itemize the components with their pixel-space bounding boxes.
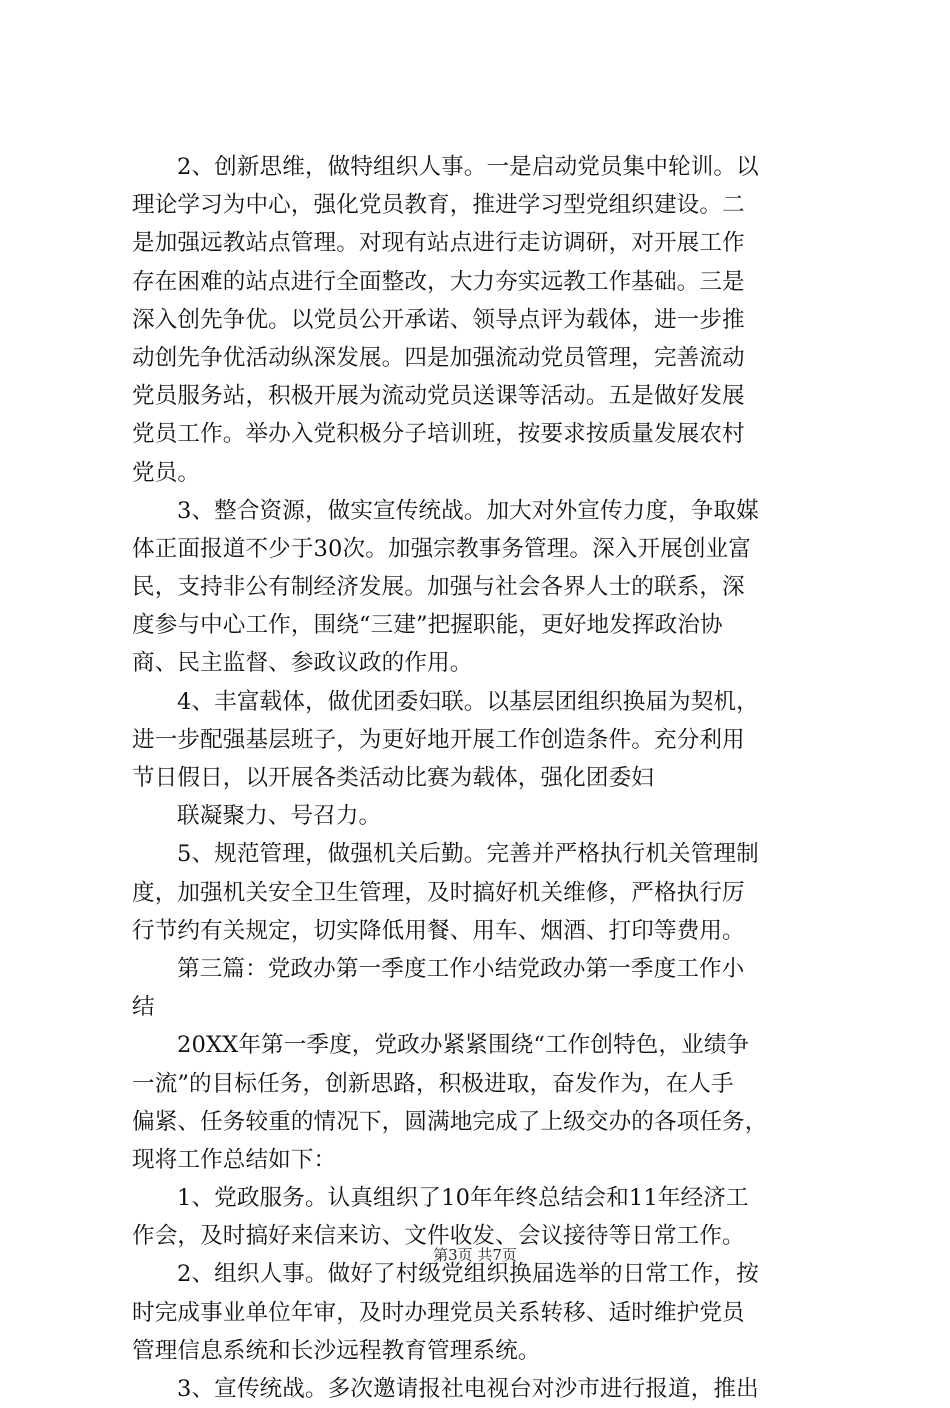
- text-line: 民，支持非公有制经济发展。加强与社会各界人士的联系，深: [132, 574, 745, 601]
- text-line: 党员服务站，积极开展为流动党员送课等活动。五是做好发展: [132, 383, 745, 410]
- page-footer: 第3页 共7页: [433, 1246, 517, 1264]
- text-line: 时完成事业单位年审，及时办理党员关系转移、适时维护党员: [132, 1299, 745, 1326]
- text-line: 是加强远教站点管理。对现有站点进行走访调研，对开展工作: [132, 230, 745, 257]
- text-line: 20XX年第一季度，党政办紧紧围绕“工作创特色，业绩争: [177, 1032, 750, 1059]
- text-line: 3、整合资源，做实宣传统战。加大对外宣传力度，争取媒: [177, 497, 759, 524]
- text-line: 一流”的目标任务，创新思路，积极进取，奋发作为，在人手: [132, 1070, 734, 1097]
- text-line: 党员工作。举办入党积极分子培训班，按要求按质量发展农村: [132, 421, 745, 448]
- text-line: 度，加强机关安全卫生管理，及时搞好机关维修，严格执行厉: [132, 879, 745, 906]
- text-line: 深入创先争优。以党员公开承诺、领导点评为载体，进一步推: [132, 306, 745, 333]
- text-line: 体正面报道不少于30次。加强宗教事务管理。深入开展创业富: [132, 535, 751, 562]
- text-line: 3、宣传统战。多次邀请报社电视台对沙市进行报道，推出: [177, 1376, 759, 1402]
- text-line: 4、丰富载体，做优团委妇联。以基层团组织换届为契机，: [177, 688, 759, 715]
- text-line: 偏紧、任务较重的情况下，圆满地完成了上级交办的各项任务，: [132, 1108, 768, 1135]
- document-body: [132, 148, 832, 1408]
- text-line: 商、民主监督、参政议政的作用。: [132, 650, 473, 677]
- text-line: 2、创新思维，做特组织人事。一是启动党员集中轮训。以: [177, 154, 759, 180]
- text-line: 1、党政服务。认真组织了10年年终总结会和11年经济工: [177, 1185, 749, 1212]
- text-line: 动创先争优活动纵深发展。四是加强流动党员管理，完善流动: [132, 344, 745, 371]
- text-line: 理论学习为中心，强化党员教育，推进学习型党组织建设。二: [132, 192, 745, 219]
- text-line: 度参与中心工作，围绕“三建”把握职能，更好地发挥政治协: [132, 612, 723, 639]
- text-line: 现将工作总结如下：: [132, 1146, 337, 1173]
- text-line: 存在困难的站点进行全面整改，大力夯实远教工作基础。三是: [132, 268, 745, 295]
- text-line: 进一步配强基层班子，为更好地开展工作创造条件。充分利用: [132, 726, 745, 753]
- text-line: 5、规范管理，做强机关后勤。完善并严格执行机关管理制: [177, 841, 759, 868]
- text-line: 作会，及时搞好来信来访、文件收发、会议接待等日常工作。: [132, 1223, 745, 1250]
- text-line: 行节约有关规定，切实降低用餐、用车、烟酒、打印等费用。: [132, 917, 745, 944]
- text-line: 节日假日，以开展各类活动比赛为载体，强化团委妇: [132, 765, 654, 791]
- text-line: 党员。: [132, 459, 201, 486]
- text-line: 结: [132, 994, 155, 1021]
- text-line: 管理信息系统和长沙远程教育管理系统。: [132, 1337, 541, 1364]
- text-line: 联凝聚力、号召力。: [177, 803, 382, 830]
- text-line: 第三篇：党政办第一季度工作小结党政办第一季度工作小: [177, 955, 745, 982]
- text-line: 2、组织人事。做好了村级党组织换届选举的日常工作，按: [177, 1261, 759, 1288]
